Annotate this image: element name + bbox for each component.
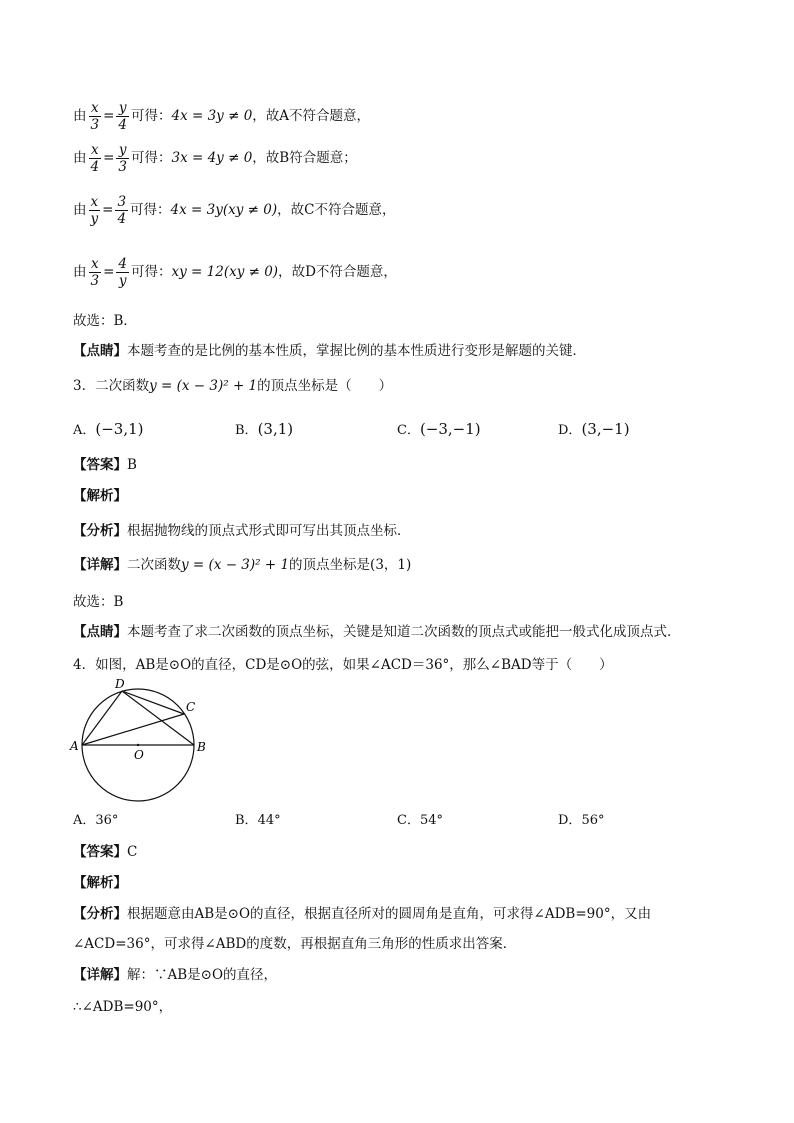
text-you: 由 xyxy=(73,264,87,280)
text-conclusion: ，故B符合题意； xyxy=(252,150,357,166)
numerator: x xyxy=(89,256,102,273)
denominator: y xyxy=(90,211,99,227)
q3-choice: 故选：B xyxy=(73,594,124,610)
label-d: D xyxy=(115,677,125,691)
denominator: 3 xyxy=(118,159,127,175)
option-value: (3,−1) xyxy=(581,420,630,438)
text-you: 由 xyxy=(73,202,87,218)
fraction-x-over-3 xyxy=(89,256,102,289)
numerator: x xyxy=(89,194,101,211)
option-label: D． xyxy=(558,813,582,828)
label-c: C xyxy=(186,700,196,714)
option-value: 56° xyxy=(581,813,605,828)
fraction-y-over-3 xyxy=(116,142,129,175)
option-label: B． xyxy=(235,423,258,438)
q3-option-b xyxy=(235,420,293,440)
q4-fenxi-line1 xyxy=(73,905,651,923)
numerator: x xyxy=(89,100,102,117)
q3-stem-pre: 3．二次函数 xyxy=(73,378,150,394)
text-conclusion: ，故D不符合题意， xyxy=(278,264,397,280)
q3-option-c xyxy=(397,420,481,440)
denominator: 4 xyxy=(118,117,127,133)
option-value: (−3,1) xyxy=(95,420,144,438)
option-label: A． xyxy=(73,813,96,828)
q3-stem xyxy=(73,377,392,395)
q4-detail-line2: ∴∠ADB=90°， xyxy=(73,999,173,1015)
fraction-4-over-y xyxy=(116,256,129,289)
text-you: 由 xyxy=(73,108,87,124)
denominator: 3 xyxy=(90,117,100,133)
option-label: B． xyxy=(235,813,258,828)
circle-geometry-figure xyxy=(66,676,216,808)
option-label: D． xyxy=(558,423,582,438)
text-you: 由 xyxy=(73,150,87,166)
equals: = xyxy=(103,150,115,166)
label-o: O xyxy=(134,748,144,762)
segment-db xyxy=(122,691,194,745)
q4-option-c xyxy=(397,812,443,830)
text-kede: 可得： xyxy=(130,202,171,218)
fenxi-text: 根据抛物线的顶点式形式即可写出其顶点坐标． xyxy=(127,523,411,539)
math-expr: 4x = 3y ≠ 0 xyxy=(171,108,253,124)
center-dot xyxy=(137,744,139,746)
denominator: y xyxy=(118,273,127,289)
equals: = xyxy=(103,108,115,124)
detail-tag: 【详解】 xyxy=(73,967,127,983)
option-label: C． xyxy=(397,423,420,438)
text-kede: 可得： xyxy=(131,150,172,166)
q3-option-d xyxy=(558,420,630,440)
option-value: 54° xyxy=(419,813,443,828)
numerator: y xyxy=(116,142,129,159)
math-expr: 4x = 3y(xy ≠ 0) xyxy=(170,202,278,218)
fraction-x-over-3 xyxy=(89,100,102,133)
q3-detail xyxy=(73,556,411,574)
solution-line-b xyxy=(73,142,357,175)
q4-option-a xyxy=(73,812,118,830)
q3-stem-post: 的顶点坐标是（ ） xyxy=(257,378,393,394)
analysis-tag: 【解析】 xyxy=(73,488,127,504)
numerator: 4 xyxy=(118,256,127,272)
math-expr: xy = 12(xy ≠ 0) xyxy=(171,264,279,280)
denominator: 4 xyxy=(90,159,100,175)
option-value: (−3,−1) xyxy=(419,420,481,438)
fenxi-text: 根据题意由AB是⊙O的直径，根据直径所对的圆周角是直角，可求得∠ADB=90°，又由 xyxy=(127,906,652,922)
q2-choice: 故选：B． xyxy=(73,313,137,329)
numerator: 3 xyxy=(117,194,127,210)
fenxi-tag: 【分析】 xyxy=(73,523,127,539)
detail-pre: 二次函数 xyxy=(127,557,181,573)
comment-text: 本题考查的是比例的基本性质，掌握比例的基本性质进行变形是解题的关键． xyxy=(127,343,586,359)
answer-value: C xyxy=(127,844,138,860)
segment-ad xyxy=(82,691,122,745)
detail-post: 的顶点坐标是(3，1) xyxy=(289,557,412,573)
option-label: C． xyxy=(397,813,420,828)
q4-option-b xyxy=(235,812,281,830)
denominator: 4 xyxy=(117,211,127,227)
detail-text: 解：∵AB是⊙O的直径， xyxy=(127,967,278,983)
equals: = xyxy=(102,202,114,218)
denominator: 3 xyxy=(90,273,100,289)
solution-line-d xyxy=(73,256,397,289)
numerator: x xyxy=(89,142,102,159)
q2-comment xyxy=(73,342,586,360)
option-label: A． xyxy=(73,423,96,438)
answer-tag: 【答案】 xyxy=(73,844,127,860)
text-kede: 可得： xyxy=(131,108,172,124)
q4-fenxi-line2: ∠ACD=36°，可求得∠ABD的度数，再根据直角三角形的性质求出答案． xyxy=(73,936,517,952)
text-conclusion: ，故C不符合题意， xyxy=(277,202,396,218)
fraction-3-over-4 xyxy=(115,194,128,227)
q4-answer xyxy=(73,843,137,861)
q4-detail-line1 xyxy=(73,966,277,984)
option-value: (3,1) xyxy=(257,420,294,438)
detail-expr: y = (x − 3)² + 1 xyxy=(181,557,290,573)
segment-ac xyxy=(82,714,184,745)
q3-function-expr: y = (x − 3)² + 1 xyxy=(149,378,258,394)
solution-line-a xyxy=(73,100,370,133)
answer-tag: 【答案】 xyxy=(73,457,127,473)
comment-tag: 【点睛】 xyxy=(73,343,127,359)
option-value: 44° xyxy=(257,813,281,828)
fraction-y-over-4 xyxy=(116,100,129,133)
text-conclusion: ，故A不符合题意， xyxy=(252,108,371,124)
numerator: y xyxy=(116,100,129,117)
text-kede: 可得： xyxy=(131,264,172,280)
q3-fenxi xyxy=(73,522,411,540)
fraction-x-over-4 xyxy=(89,142,102,175)
q3-answer xyxy=(73,456,137,474)
math-expr: 3x = 4y ≠ 0 xyxy=(171,150,253,166)
equals: = xyxy=(103,264,115,280)
comment-tag: 【点睛】 xyxy=(73,624,127,640)
solution-line-c xyxy=(73,194,395,227)
label-a: A xyxy=(70,739,79,753)
fraction-x-over-y xyxy=(89,194,101,227)
comment-text: 本题考查了求二次函数的顶点坐标，关键是知道二次函数的顶点式或能把一般式化成顶点式． xyxy=(127,624,681,640)
label-b: B xyxy=(197,740,206,754)
analysis-tag: 【解析】 xyxy=(73,875,127,891)
q3-comment xyxy=(73,623,681,641)
q4-stem: 4．如图，AB是⊙O的直径，CD是⊙O的弦，如果∠ACD＝36°，那么∠BAD等于（ ） xyxy=(73,657,613,673)
option-value: 36° xyxy=(95,813,119,828)
q4-option-d xyxy=(558,812,604,830)
fenxi-tag: 【分析】 xyxy=(73,906,127,922)
q3-analysis-tag xyxy=(73,487,127,505)
detail-tag: 【详解】 xyxy=(73,557,127,573)
q4-analysis-tag xyxy=(73,874,127,892)
q3-option-a xyxy=(73,420,144,440)
answer-value: B xyxy=(127,457,137,473)
